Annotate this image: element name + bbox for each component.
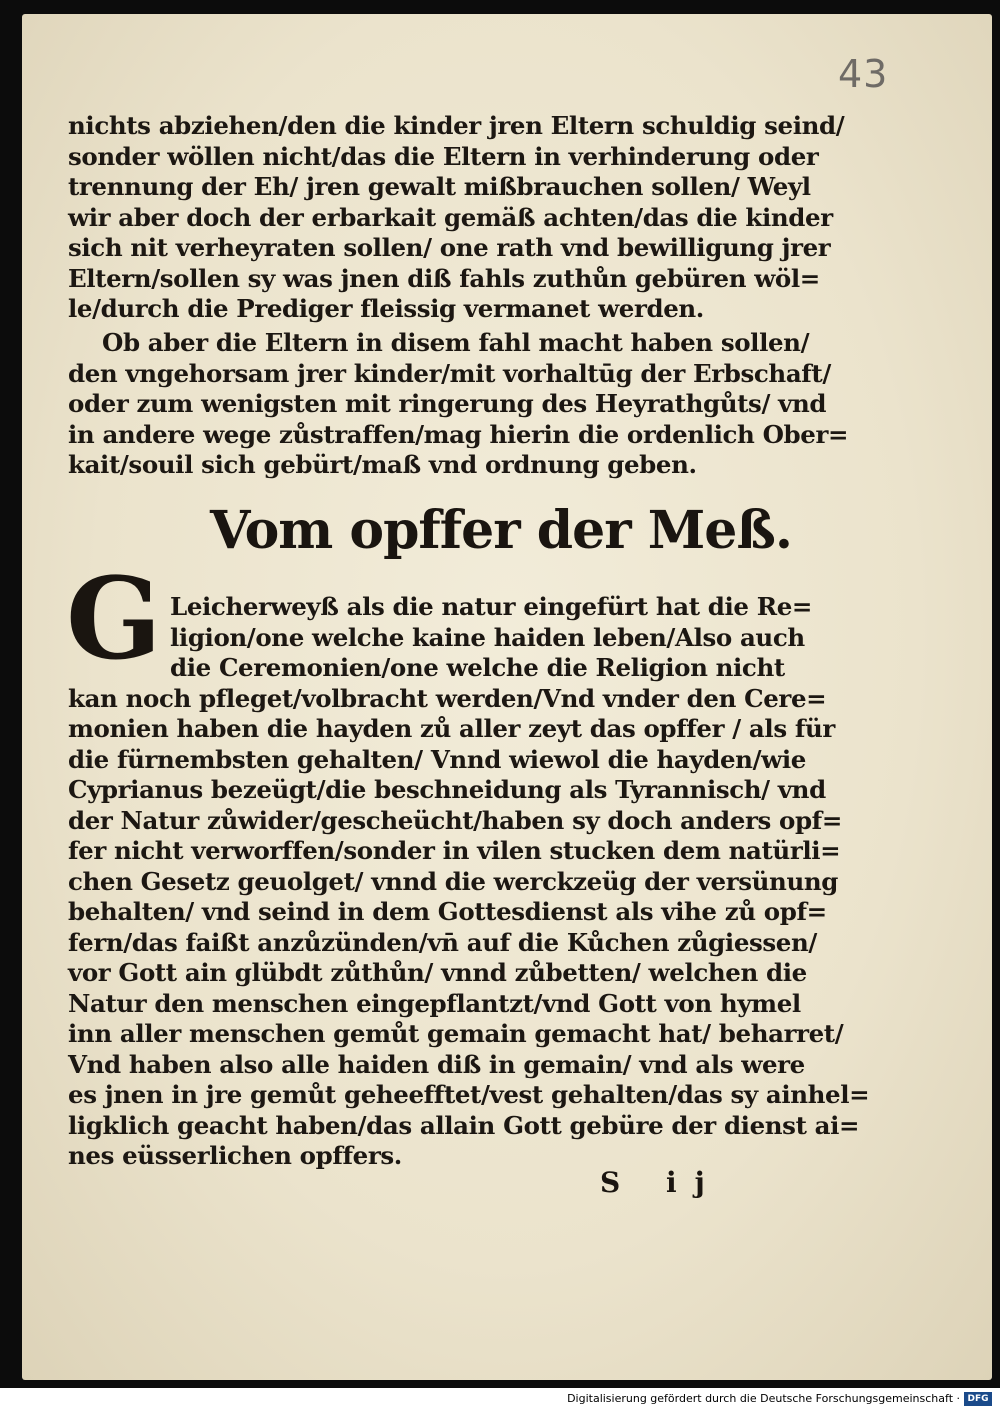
text-line: nichts abziehen/den die kinder jren Eltern schuldig seind/ <box>68 111 845 140</box>
footer-credit: Digitalisierung gefördert durch die Deutsche Forschungsgemeinschaft · <box>567 1392 960 1405</box>
text-line: vor Gott ain glübdt zůthůn/ vnnd zůbetten/ welchen die <box>68 958 807 987</box>
footer-bar <box>0 1388 1000 1411</box>
paragraph-1 <box>68 111 845 325</box>
initial-letter: G <box>66 554 162 685</box>
text-line: Vnd haben also alle haiden diß in gemain/ vnd als were <box>68 1049 805 1079</box>
text-line: kait/souil sich gebürt/maß vnd ordnung geben. <box>68 450 697 479</box>
text-line: die Ceremonien/one welche die Religion nicht <box>170 653 785 682</box>
text-line: es jnen in jre gemůt geheefftet/vest gehalten/das sy ainhel= <box>68 1080 870 1109</box>
text-line: behalten/ vnd seind in dem Gottesdienst als vihe zů opf= <box>68 897 827 926</box>
text-line: kan noch pfleget/volbracht werden/Vnd vnder den Cere= <box>68 683 827 713</box>
text-line: Ob aber die Eltern in disem fahl macht haben sollen/ <box>102 328 810 357</box>
text-line: die fürnembsten gehalten/ Vnnd wiewol die hayden/wie <box>68 744 806 774</box>
text-line: chen Gesetz geuolget/ vnnd die werckzeüg der versünung <box>68 866 838 896</box>
text-line: ligion/one welche kaine haiden leben/Also auch <box>170 622 805 652</box>
text-line: wir aber doch der erbarkait gemäß achten/das die kinder <box>68 202 833 232</box>
text-line: fern/das faißt anzůzünden/vn̄ auf die Kůchen zůgiessen/ <box>68 927 817 957</box>
text-line: den vngehorsam jrer kinder/mit vorhaltūg der Erbschaft/ <box>68 358 831 388</box>
text-line: nes eüsserlichen opffers. <box>68 1141 402 1170</box>
text-line: der Natur zůwider/gescheücht/haben sy doch anders opf= <box>68 805 842 835</box>
text-line: sonder wöllen nicht/das die Eltern in verhinderung oder <box>68 141 819 171</box>
text-line: le/durch die Prediger fleissig vermanet werden. <box>68 294 704 323</box>
paragraph-3 <box>68 592 870 1172</box>
folio-number: 43 <box>838 52 889 96</box>
text-line: Natur den menschen eingepflantzt/vnd Gott von hymel <box>68 988 801 1018</box>
paragraph-2 <box>68 328 849 481</box>
text-line: Leicherweyß als die natur eingefürt hat die Re= <box>170 592 813 621</box>
section-heading: Vom opffer der Meß. <box>210 500 792 561</box>
text-line: ligklich geacht haben/das allain Gott gebüre der dienst ai= <box>68 1110 860 1140</box>
text-line: trennung der Eh/ jren gewalt mißbrauchen sollen/ Weyl <box>68 172 811 201</box>
text-line: inn aller menschen gemůt gemain gemacht hat/ beharret/ <box>68 1019 844 1048</box>
text-line: Cyprianus bezeügt/die beschneidung als Tyrannisch/ vnd <box>68 775 826 804</box>
dfg-logo[interactable]: DFG <box>964 1392 992 1406</box>
signature-mark: S ij <box>600 1166 723 1199</box>
text-line: Eltern/sollen sy was jnen diß fahls zuthůn gebüren wöl= <box>68 263 820 293</box>
text-line: sich nit verheyraten sollen/ one rath vnd bewilligung jrer <box>68 233 831 262</box>
text-line: in andere wege zůstraffen/mag hierin die ordenlich Ober= <box>68 419 849 449</box>
text-line: oder zum wenigsten mit ringerung des Heyrathgůts/ vnd <box>68 389 827 418</box>
text-line: monien haben die hayden zů aller zeyt das opffer / als für <box>68 714 835 743</box>
text-line: fer nicht verworffen/sonder in vilen stucken dem natürli= <box>68 836 841 865</box>
